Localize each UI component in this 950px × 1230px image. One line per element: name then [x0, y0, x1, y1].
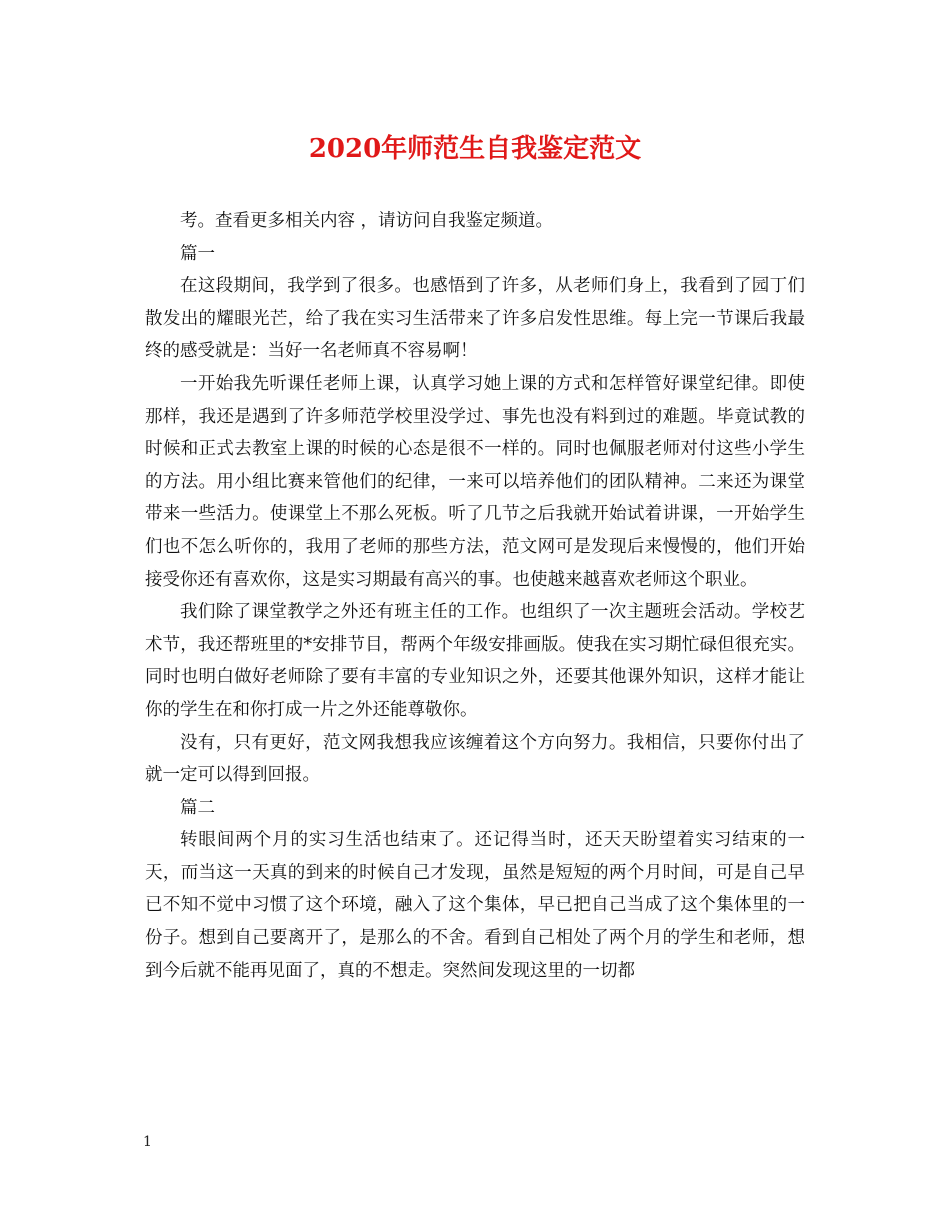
page-number: 1	[143, 1134, 152, 1150]
paragraph: 没有，只有更好，范文网我想我应该缠着这个方向努力。我相信，只要你付出了就一定可以得到回报。	[145, 732, 805, 786]
page-title: 2020年师范生自我鉴定范文	[308, 134, 642, 164]
paragraph: 一开始我先听课任老师上课，认真学习她上课的方式和怎样管好课堂纪律。即使那样，我还是遇到了许多师范学校里没学过、事先也没有料到过的难题。毕竟试教的时候和正式去教室上课的时候的心态是很不一样的。同时也佩服老师对付这些小学生的方法。用小组比赛来管他们的纪律，一来可以培养他们的团队精神。二来还为课堂带来一些活力。使课堂上不那么死板。听了几节之后我就开始试着讲课，一开始学生们也不怎么听你的，我用了老师的那些方法，范文网可是发现后来慢慢的，他们开始接受你还有喜欢你，这是实习期最有高兴的事。也使越来越喜欢老师这个职业。	[145, 373, 805, 590]
section-heading-part-one: 篇一	[180, 243, 215, 264]
paragraph: 在这段期间，我学到了很多。也感悟到了许多，从老师们身上，我看到了园丁们散发出的耀眼光芒，给了我在实习生活带来了许多启发性思维。每上完一节课后我最终的感受就是：当好一名老师真不容易啊！	[145, 276, 805, 362]
paragraph-intro: 考。查看更多相关内容 ，请访问自我鉴定频道。	[180, 211, 554, 231]
paragraph: 转眼间两个月的实习生活也结束了。还记得当时，还天天盼望着实习结束的一天，而当这一天真的到来的时候自己才发现，虽然是短短的两个月时间，可是自己早已不知不觉中习惯了这个环境，融入了这个集体，早已把自己当成了这个集体里的一份子。想到自己要离开了，是那么的不舍。看到自己相处了两个月的学生和老师，想到今后就不能再见面了，真的不想走。突然间发现这里的一切都	[145, 830, 805, 981]
section-heading-part-two: 篇二	[180, 797, 215, 818]
paragraph: 我们除了课堂教学之外还有班主任的工作。也组织了一次主题班会活动。学校艺术节，我还帮班里的*安排节目，帮两个年级安排画版。使我在实习期忙碌但很充实。同时也明白做好老师除了要有丰富的专业知识之外，还要其他课外知识，这样才能让你的学生在和你打成一片之外还能尊敬你。	[145, 602, 805, 720]
document-body	[145, 205, 805, 987]
